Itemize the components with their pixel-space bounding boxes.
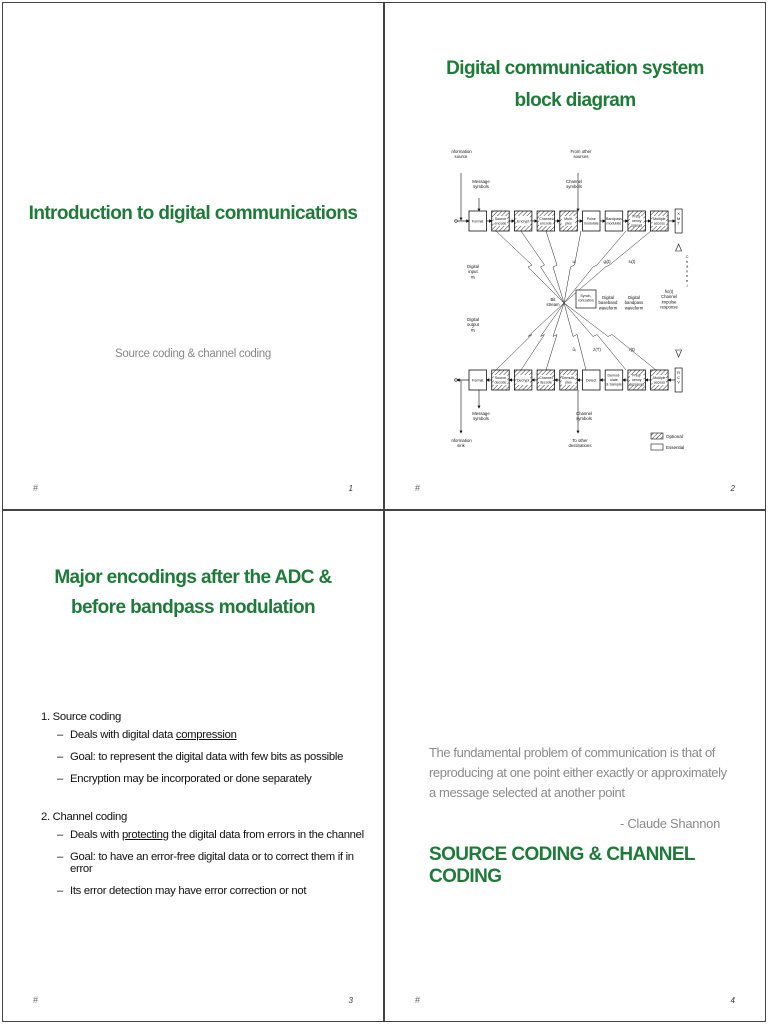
tx-block-label: Multiple access: [653, 217, 666, 226]
label-digital-input: Digital input mᵢ: [467, 264, 479, 280]
bullet-channel-3: – Its error detection may have error correction or not: [57, 885, 367, 897]
label-u-i-bottom: ûᵢ: [572, 347, 576, 352]
tx-block-label: Source encode: [494, 217, 507, 226]
tx-block-label: Freq-uency spread: [631, 214, 643, 228]
quote-attribution: - Claude Shannon: [620, 816, 720, 831]
rx-block-label: Channel decode: [539, 376, 553, 385]
label-to-other-destinations: To other destinations: [568, 438, 592, 449]
slide-1: [2, 2, 384, 510]
signal-zigzag: [546, 231, 564, 303]
source-coding-bullets: [57, 729, 367, 785]
bullet-source-1: [57, 729, 367, 741]
label-digital-output: Digital output m̂ᵢ: [467, 317, 479, 333]
bullet-source-3: – Encryption may be incorporated or done separately: [57, 773, 367, 785]
signal-zigzag: [564, 303, 586, 370]
rx-antenna-icon: [676, 350, 682, 357]
label-r-t: r(t): [629, 347, 635, 352]
tx-antenna-icon: [676, 244, 682, 251]
label-g-t: gᵢ(t): [603, 259, 611, 264]
block-diagram-svg: [451, 143, 705, 465]
rx-block-label: Demulti-plex: [561, 376, 576, 385]
signal-zigzag: [564, 303, 656, 370]
slide-2-footer-hash: #: [415, 483, 421, 493]
rx-block-label: Multiple access: [653, 376, 666, 385]
block-diagram: [451, 143, 705, 465]
rx-block-label: Demod-ulate & Sample: [606, 373, 622, 387]
bullet-text: the digital data from errors in the channel: [168, 829, 364, 841]
label-from-other-sources: From other sources: [570, 149, 592, 160]
label-digital-bandpass: Digital bandpass waveform: [624, 295, 644, 311]
signal-zigzag: [496, 303, 564, 370]
slide-2-page-number: 2: [730, 484, 735, 493]
tx-block-label: Multi-plex: [564, 217, 573, 226]
label-information-source: Information source: [451, 149, 472, 160]
slide-3-title: Major encodings after the ADC & before bandpass modulation: [54, 567, 332, 618]
slide-2-title: Digital communication system block diagram: [446, 58, 704, 111]
channel-coding-bullets: [57, 829, 367, 897]
rx-block-label: Detect: [586, 378, 597, 383]
shannon-quote: The fundamental problem of communication is that of reproducing at one point either exactly or approximately a message selected at another point: [429, 745, 727, 800]
underlined-term-protecting: protecting: [121, 829, 169, 841]
slide-3-footer-hash: #: [33, 995, 39, 1005]
signal-zigzag: [521, 303, 564, 370]
rcv-label: R C V: [677, 370, 681, 385]
label-s-t: sᵢ(t): [628, 259, 636, 264]
label-message-symbols-bottom: Message symbols: [472, 411, 490, 422]
underlined-term-compression: compression: [175, 729, 237, 741]
signal-zigzag: [546, 303, 564, 370]
bullet-channel-1: [57, 829, 367, 841]
signal-zigzag: [521, 231, 564, 303]
label-z-T: z(T): [593, 347, 601, 352]
bullet-channel-2: – Goal: to have an error-free digital data or to correct them if in error: [57, 851, 367, 875]
rx-block-label: Source decode: [494, 376, 507, 385]
label-channel-impulse: hc(t) Channel impulse response: [660, 289, 678, 310]
slide-3-page-number: 3: [348, 996, 353, 1005]
bullet-text: Deals with: [70, 829, 122, 841]
slide-4-footer-hash: #: [415, 995, 421, 1005]
slide-4-page-number: 4: [730, 996, 735, 1005]
source-node: [455, 220, 458, 223]
tx-block-label: Channel encode: [539, 217, 553, 226]
legend-optional-swatch: [651, 433, 663, 439]
slide-3: [2, 510, 384, 1022]
label-message-symbols-top: Message symbols: [472, 179, 490, 190]
legend-essential-swatch: [651, 444, 663, 450]
label-information-sink: Information sink: [451, 438, 472, 449]
slide-2: [384, 2, 766, 510]
legend-essential-label: Essential: [666, 445, 685, 450]
label-digital-baseband: Digital baseband waveform: [598, 295, 618, 311]
label-bit-stream: Bit stream: [546, 297, 560, 308]
tx-block-label: Pulse modulate: [583, 217, 599, 226]
signal-zigzag: [496, 231, 564, 303]
label-channel-symbols-top: Channel symbols: [565, 179, 583, 190]
list-item-channel-coding: 2. Channel coding: [41, 811, 127, 823]
bullet-source-2: – Goal: to represent the digital data with few bits as possible: [57, 751, 367, 763]
sync-label: Synch-ronization: [578, 294, 594, 303]
legend-optional-label: Optional: [666, 434, 683, 439]
slide-1-page-number: 1: [348, 484, 353, 493]
tx-block-label: Encrypt: [517, 219, 530, 224]
list-item-source-coding: 1. Source coding: [41, 711, 121, 723]
label-u-i-top: uᵢ: [572, 259, 576, 264]
slide-1-subtitle: Source coding & channel coding: [115, 348, 271, 360]
slide-1-title: Introduction to digital communications: [28, 203, 358, 224]
channel-label: C h a n n e l: [685, 254, 689, 288]
slide-4: [384, 510, 766, 1022]
rx-block-label: Freq-uency despread: [629, 373, 645, 387]
rx-block-label: Decrypt: [516, 378, 530, 383]
rx-block-label: Format: [472, 378, 484, 383]
slide-3-body: [41, 711, 367, 907]
slide-4-heading: SOURCE CODING & CHANNEL CODING: [429, 844, 695, 887]
tx-block-label: Bandpass modulate: [605, 217, 622, 226]
slide-1-footer-hash: #: [33, 483, 39, 493]
sink-node: [455, 379, 458, 382]
tx-block-label: Format: [472, 219, 484, 224]
xmt-label: X M T: [676, 211, 681, 226]
label-channel-symbols-bottom: Channel symbols: [575, 411, 593, 422]
bullet-text: Deals with digital data: [70, 729, 176, 741]
